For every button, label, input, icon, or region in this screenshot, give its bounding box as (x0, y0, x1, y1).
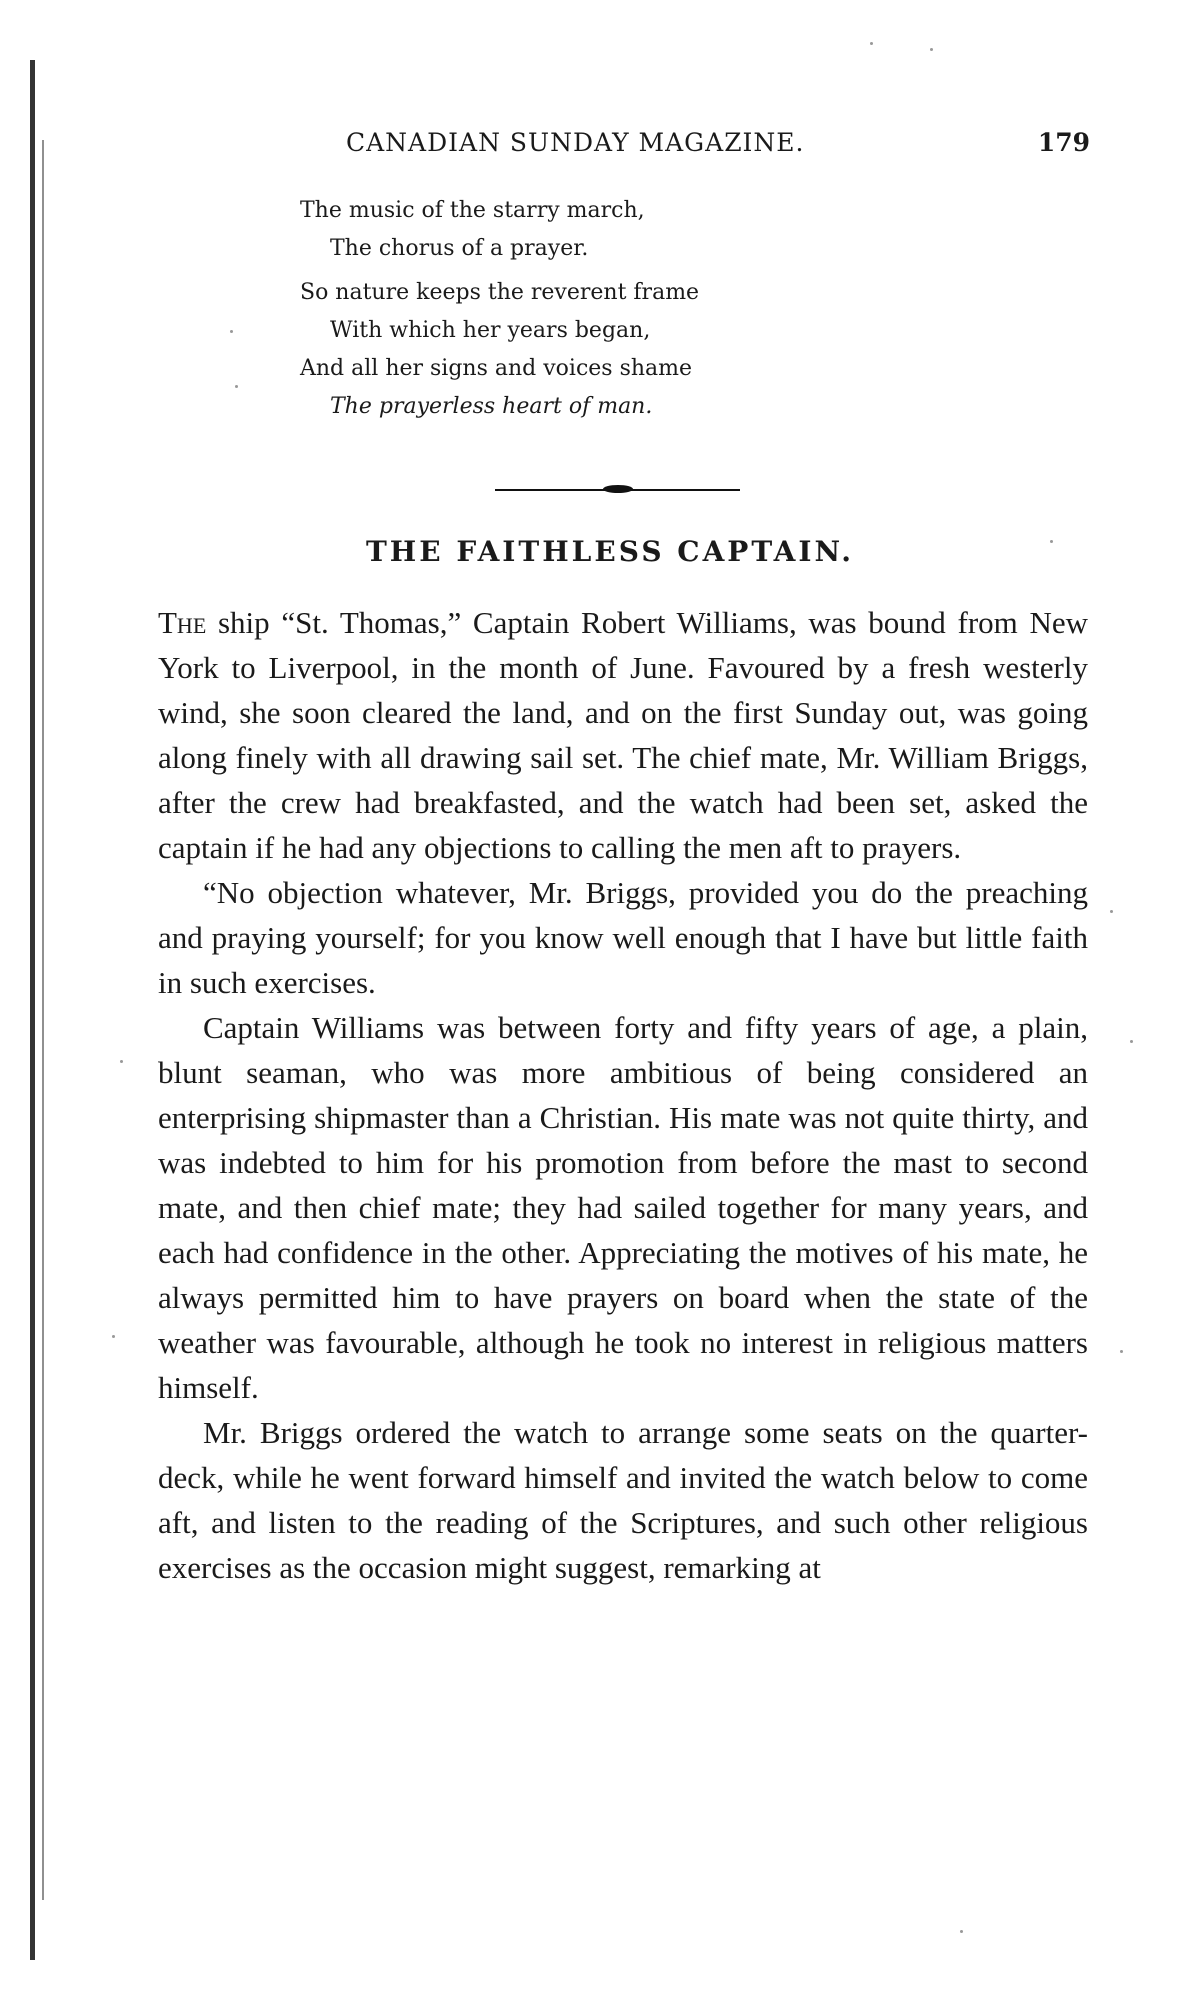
paragraph: Mr. Briggs ordered the watch to arrange some seats on the quarter-deck, while he went forward himself and invited the watch below to come aft, and listen to the reading of the Scriptures, and such other religious exercises as the occasion might suggest, remarking at (158, 1415, 1088, 1585)
poem-line: With which her years began, (330, 318, 651, 343)
running-title: CANADIAN SUNDAY MAGAZINE. (346, 128, 805, 157)
scan-speck (1110, 910, 1113, 913)
paragraph-lead-word: The (158, 605, 207, 640)
scan-speck (112, 1335, 115, 1338)
scan-speck (230, 330, 233, 333)
poem-line: The chorus of a prayer. (330, 236, 589, 261)
article-title-text: THE FAITHLESS CAPTAIN. (365, 535, 855, 568)
poem-line: And all her signs and voices shame (300, 356, 693, 381)
scan-speck (1120, 1350, 1123, 1353)
section-divider-ornament (495, 483, 740, 497)
poem-stanza (300, 192, 920, 268)
poem-line: The music of the starry march, (300, 198, 645, 223)
paragraph (158, 600, 1088, 870)
poem-line: The prayerless heart of man. (330, 394, 653, 419)
scan-speck (930, 48, 933, 51)
binding-edge-shadow (42, 140, 44, 1900)
paragraph: Captain Williams was between forty and fifty years of age, a plain, blunt seaman, who was more ambitious of being considered an enterprising shipmaster than a Christian. His mate was not quite thirty, and was indebted to him for his promotion from before the mast to second mate, and then chief mate; they had sailed together for many years, and each had confidence in the other. Appreciating the motives of his mate, he always permitted him to have prayers on board when the state of the weather was favourable, although he took no interest in religious matters himself. (158, 1010, 1088, 1405)
running-head (310, 128, 1090, 168)
scan-speck (960, 1930, 963, 1933)
scan-speck (1130, 1040, 1133, 1043)
scan-speck (1050, 540, 1053, 543)
article-body (158, 600, 1088, 1590)
paragraph: “No objection whatever, Mr. Briggs, provided you do the preaching and praying yourself; for you know well enough that I have but little faith in such exercises. (158, 875, 1088, 1000)
scan-speck (870, 42, 873, 45)
poem-line: So nature keeps the reverent frame (300, 280, 700, 305)
scan-speck (235, 385, 238, 388)
paragraph-text: ship “St. Thomas,” Captain Robert Williams, was bound from New York to Liverpool, in the month of June. Favoured by a fresh westerly wind, she soon cleared the land, and on the first Sunday out, was going along finely with all drawing sail set. The chief mate, Mr. William Briggs, after the crew had breakfasted, and the watch had been set, asked the captain if he had any objections to calling the men aft to prayers. (158, 605, 1088, 865)
ornament-icon (603, 485, 633, 493)
binding-edge-line (30, 60, 35, 1960)
article-title (0, 535, 1200, 568)
poem-excerpt (300, 192, 920, 432)
poem-stanza (300, 274, 920, 426)
scan-speck (120, 1060, 123, 1063)
page-number: 179 (1037, 128, 1090, 157)
